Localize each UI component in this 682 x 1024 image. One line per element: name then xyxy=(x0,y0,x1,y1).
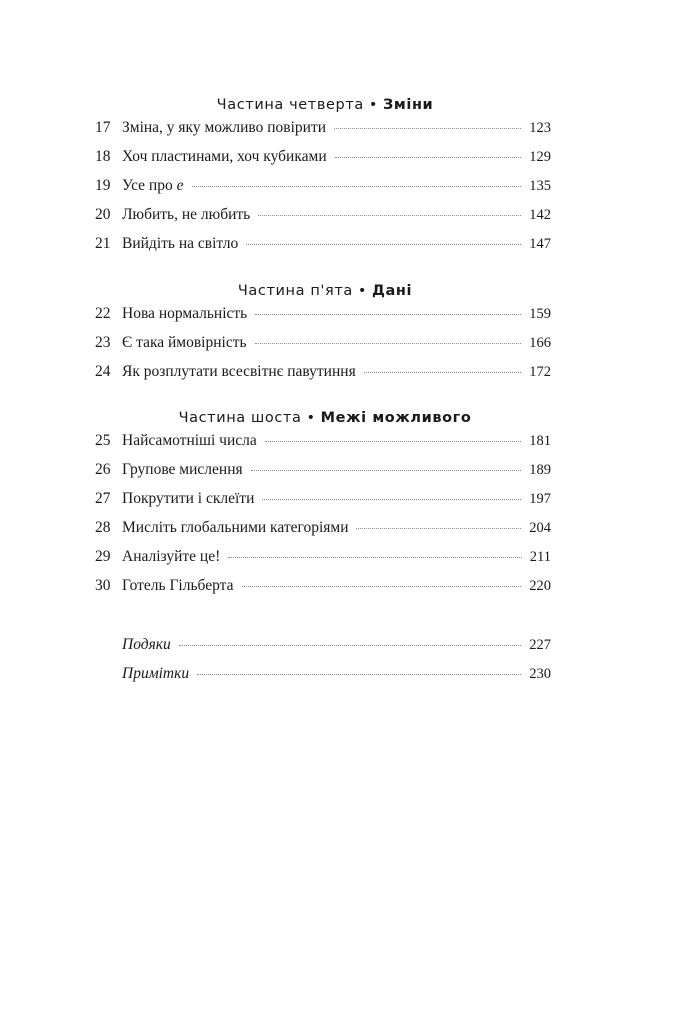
chapter-number: 25 xyxy=(95,432,111,449)
chapter-title: Нова нормальність xyxy=(122,305,248,322)
dot-leader xyxy=(364,371,522,373)
toc-entry-24[interactable] xyxy=(95,363,551,385)
part-header-4 xyxy=(90,97,560,113)
part-name: Дані xyxy=(372,283,413,299)
part-name: Зміни xyxy=(383,97,434,113)
chapter-number: 28 xyxy=(95,519,111,536)
dot-leader xyxy=(334,127,521,129)
chapter-title: Готель Гільберта xyxy=(122,577,234,594)
part-header-6 xyxy=(90,410,560,426)
chapter-number: 30 xyxy=(95,577,111,594)
chapter-number: 22 xyxy=(95,305,111,322)
toc-entry-28[interactable] xyxy=(95,519,551,541)
dot-leader xyxy=(246,243,521,245)
chapter-title: Мисліть глобальними категоріями xyxy=(122,519,349,536)
dot-leader xyxy=(255,313,521,315)
part-name: Межі можливого xyxy=(320,410,472,426)
toc-entry-25[interactable] xyxy=(95,432,551,454)
page-number: 123 xyxy=(529,120,551,136)
chapter-number: 17 xyxy=(95,119,111,136)
page-number: 197 xyxy=(529,491,551,507)
part-header-5 xyxy=(90,283,560,299)
page-number: 172 xyxy=(529,364,551,380)
dot-leader xyxy=(197,673,521,675)
chapter-title: Як розплутати всесвітнє павутиння xyxy=(122,363,356,380)
chapter-title: Аналізуйте це! xyxy=(122,548,221,565)
dot-leader xyxy=(192,185,522,187)
chapter-title: Зміна, у яку можливо повірити xyxy=(122,119,327,136)
page-number: 135 xyxy=(529,178,551,194)
dot-leader xyxy=(335,156,522,158)
toc-entry-17[interactable] xyxy=(95,119,551,141)
page-number: 230 xyxy=(529,666,551,682)
toc-entry-18[interactable] xyxy=(95,148,551,170)
page-number: 181 xyxy=(529,433,551,449)
chapter-title: Хоч пластинами, хоч кубиками xyxy=(122,148,327,165)
dot-leader xyxy=(262,498,521,500)
chapter-number: 27 xyxy=(95,490,111,507)
chapter-number: 23 xyxy=(95,334,111,351)
chapter-number: 21 xyxy=(95,235,111,252)
toc-entry-30[interactable] xyxy=(95,577,551,599)
toc-entry-20[interactable] xyxy=(95,206,551,228)
chapter-title: Любить, не любить xyxy=(122,206,251,223)
dot-leader xyxy=(179,644,521,646)
dot-leader xyxy=(258,214,521,216)
part-separator: • xyxy=(357,283,368,299)
chapter-title-italic: e xyxy=(176,177,184,194)
part-separator: • xyxy=(368,97,379,113)
backmatter-title: Примітки xyxy=(122,665,190,682)
chapter-title: Вийдіть на світло xyxy=(122,235,239,252)
page-number: 142 xyxy=(529,207,551,223)
toc-entry-29[interactable] xyxy=(95,548,551,570)
dot-leader xyxy=(228,556,522,558)
chapter-number: 20 xyxy=(95,206,111,223)
page-number: 166 xyxy=(529,335,551,351)
chapter-number: 29 xyxy=(95,548,111,565)
dot-leader xyxy=(356,527,521,529)
page-number: 189 xyxy=(529,462,551,478)
toc-entry-acknowledgements[interactable] xyxy=(95,636,551,658)
chapter-title-text: Усе про xyxy=(122,177,173,194)
backmatter-title: Подяки xyxy=(122,636,171,653)
toc-entry-22[interactable] xyxy=(95,305,551,327)
dot-leader xyxy=(251,469,522,471)
part-label: Частина п'ята xyxy=(237,283,353,299)
page-number: 159 xyxy=(529,306,551,322)
chapter-title: Групове мислення xyxy=(122,461,243,478)
page-number: 147 xyxy=(529,236,551,252)
toc-entry-21[interactable] xyxy=(95,235,551,257)
chapter-number: 24 xyxy=(95,363,111,380)
toc-entry-notes[interactable] xyxy=(95,665,551,687)
chapter-number: 18 xyxy=(95,148,111,165)
chapter-number: 26 xyxy=(95,461,111,478)
toc-entry-23[interactable] xyxy=(95,334,551,356)
chapter-number: 19 xyxy=(95,177,111,194)
chapter-title: Є така ймовірність xyxy=(122,334,247,351)
toc-entry-26[interactable] xyxy=(95,461,551,483)
page-number: 129 xyxy=(529,149,551,165)
page-number: 220 xyxy=(529,578,551,594)
page-number: 211 xyxy=(529,549,551,565)
chapter-title: Найсамотніші числа xyxy=(122,432,257,449)
page-number: 227 xyxy=(529,637,551,653)
part-label: Частина четверта xyxy=(216,97,364,113)
dot-leader xyxy=(255,342,522,344)
part-label: Частина шоста xyxy=(178,410,302,426)
toc-entry-27[interactable] xyxy=(95,490,551,512)
page-number: 204 xyxy=(529,520,551,536)
dot-leader xyxy=(242,585,522,587)
chapter-title xyxy=(122,177,184,195)
part-separator: • xyxy=(306,410,316,426)
dot-leader xyxy=(265,440,522,442)
toc-entry-19[interactable] xyxy=(95,177,551,199)
chapter-title: Покрутити і склеїти xyxy=(122,490,255,507)
